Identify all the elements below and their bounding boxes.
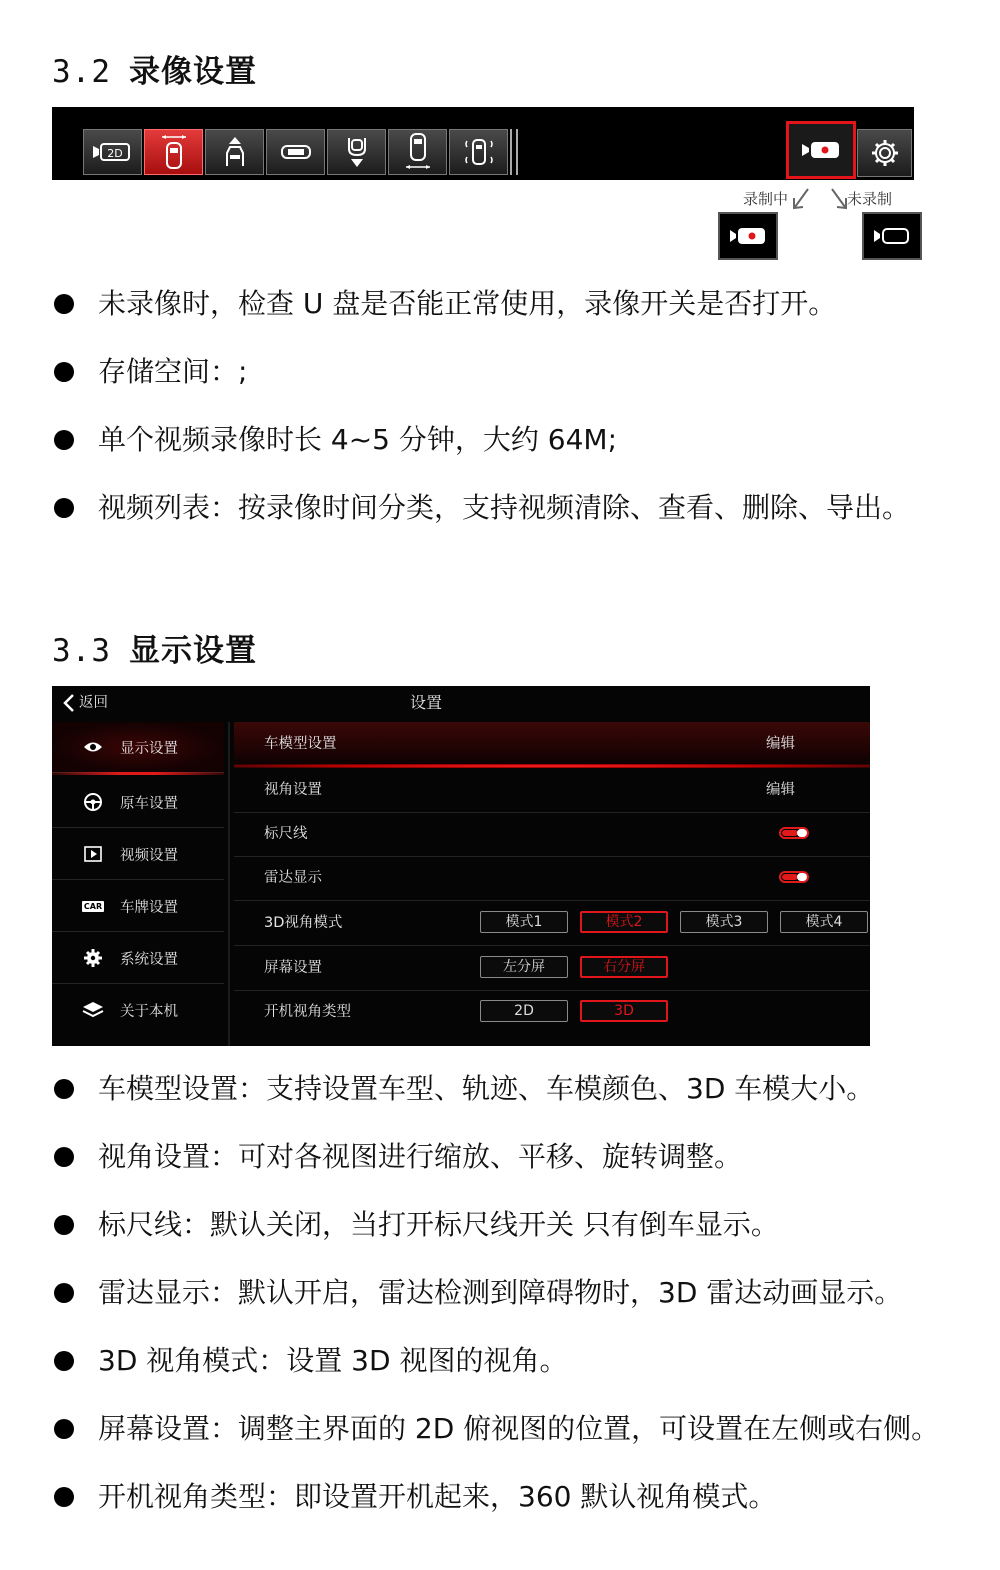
left-split-option[interactable]: 左分屏 bbox=[480, 956, 568, 978]
sidebar-item-label: 车牌设置 bbox=[120, 899, 178, 916]
sidebar-item-label: 原车设置 bbox=[120, 795, 178, 812]
camera-idle-icon bbox=[872, 225, 912, 247]
mode-1-option[interactable]: 模式1 bbox=[480, 911, 568, 933]
sidebar-item-display[interactable] bbox=[52, 722, 224, 773]
car-model-edit-link[interactable]: 编辑 bbox=[766, 736, 795, 752]
2d-view-button[interactable] bbox=[83, 129, 142, 175]
eye-icon bbox=[82, 740, 104, 754]
recording-label: 录制中 bbox=[743, 190, 789, 208]
mode-4-option[interactable]: 模式4 bbox=[780, 911, 868, 933]
list-item: 3D 视角模式：设置 3D 视图的视角。 bbox=[52, 1327, 982, 1395]
sidebar-item-vehicle[interactable] bbox=[52, 777, 224, 828]
car-side-button[interactable] bbox=[266, 129, 325, 175]
sidebar-item-system[interactable] bbox=[52, 933, 224, 984]
row-3d-mode bbox=[234, 901, 870, 946]
settings-sidebar bbox=[52, 722, 224, 1046]
row-boot-view bbox=[234, 990, 870, 1034]
row-view-angle[interactable] bbox=[234, 768, 870, 813]
back-label: 返回 bbox=[79, 695, 108, 711]
toolbar-edge bbox=[510, 129, 518, 175]
row-label: 3D视角模式 bbox=[264, 915, 343, 931]
list-item: 视频列表：按录像时间分类，支持视频清除、查看、删除、导出。 bbox=[52, 474, 982, 542]
car-track-button[interactable] bbox=[327, 129, 386, 175]
row-label: 视角设置 bbox=[264, 782, 322, 798]
car-plate-icon bbox=[82, 901, 104, 912]
list-item: 车模型设置：支持设置车型、轨迹、车模颜色、3D 车模大小。 bbox=[52, 1055, 982, 1123]
sidebar-active-underline bbox=[52, 772, 224, 775]
not-recording-label: 未录制 bbox=[847, 190, 893, 208]
view-angle-edit-link[interactable]: 编辑 bbox=[766, 782, 795, 798]
row-label: 开机视角类型 bbox=[264, 1004, 351, 1020]
2d-view-text: 2D bbox=[106, 147, 123, 160]
car-width-icon bbox=[159, 133, 189, 171]
row-label: 屏幕设置 bbox=[264, 960, 322, 976]
steering-wheel-icon bbox=[82, 792, 104, 812]
right-split-option[interactable]: 右分屏 bbox=[580, 956, 668, 978]
car-track-icon bbox=[343, 135, 371, 169]
not-recording-state-icon-box bbox=[862, 212, 922, 260]
sidebar-item-video[interactable] bbox=[52, 829, 224, 880]
list-item: 存储空间：; bbox=[52, 338, 982, 406]
sidebar-item-about[interactable] bbox=[52, 985, 224, 1035]
view-toolbar bbox=[52, 107, 914, 180]
row-screen bbox=[234, 946, 870, 991]
list-item: 雷达显示：默认开启，雷达检测到障碍物时，3D 雷达动画显示。 bbox=[52, 1259, 982, 1327]
list-item: 标尺线：默认关闭，当打开标尺线开关 只有倒车显示。 bbox=[52, 1191, 982, 1259]
row-car-model[interactable] bbox=[234, 722, 870, 766]
arrow-down-left-icon bbox=[790, 186, 812, 212]
sidebar-item-label: 系统设置 bbox=[120, 951, 178, 968]
car-side-icon bbox=[279, 142, 313, 162]
row-label: 车模型设置 bbox=[264, 736, 337, 752]
car-front-icon bbox=[220, 135, 250, 169]
car-length-button[interactable] bbox=[388, 129, 447, 175]
gear-icon bbox=[870, 138, 900, 168]
row-label: 标尺线 bbox=[264, 826, 308, 842]
mode-3-option[interactable]: 模式3 bbox=[680, 911, 768, 933]
section-heading-display: 3.3 显示设置 bbox=[52, 633, 257, 669]
settings-button[interactable] bbox=[857, 129, 912, 177]
boot-2d-option[interactable]: 2D bbox=[480, 1000, 568, 1022]
car-plate-icon-text: CAR bbox=[83, 901, 103, 911]
car-radar-button[interactable] bbox=[449, 129, 508, 175]
sidebar-item-plate[interactable] bbox=[52, 881, 224, 932]
recording-bullet-list bbox=[52, 270, 982, 542]
list-item: 单个视频录像时长 4~5 分钟，大约 64M; bbox=[52, 406, 982, 474]
car-radar-icon bbox=[463, 135, 495, 169]
radar-toggle[interactable] bbox=[779, 871, 809, 883]
row-ruler bbox=[234, 812, 870, 857]
sidebar-divider bbox=[228, 722, 230, 1046]
list-item: 未录像时，检查 U 盘是否能正常使用，录像开关是否打开。 bbox=[52, 270, 982, 338]
list-item: 屏幕设置：调整主界面的 2D 俯视图的位置，可设置在左侧或右侧。 bbox=[52, 1395, 982, 1463]
layers-icon bbox=[82, 1001, 104, 1019]
section-heading-recording: 3.2 录像设置 bbox=[52, 54, 257, 90]
record-button[interactable] bbox=[786, 121, 856, 179]
row-radar bbox=[234, 856, 870, 901]
list-item: 开机视角类型：即设置开机起来，360 默认视角模式。 bbox=[52, 1463, 982, 1531]
recording-state-icon-box bbox=[718, 212, 778, 260]
car-top-length-icon bbox=[403, 132, 433, 172]
sidebar-item-label: 视频设置 bbox=[120, 847, 178, 864]
camera-record-icon bbox=[800, 139, 842, 161]
gear-icon bbox=[82, 948, 104, 968]
row-label: 雷达显示 bbox=[264, 870, 322, 886]
list-item: 视角设置：可对各视图进行缩放、平移、旋转调整。 bbox=[52, 1123, 982, 1191]
sidebar-item-label: 关于本机 bbox=[120, 1003, 178, 1020]
car-front-button[interactable] bbox=[205, 129, 264, 175]
display-bullet-list bbox=[52, 1055, 982, 1531]
2d-view-icon bbox=[91, 141, 135, 163]
settings-panel bbox=[52, 686, 870, 1046]
mode-2-option[interactable]: 模式2 bbox=[580, 911, 668, 933]
car-width-button[interactable] bbox=[144, 129, 203, 175]
boot-3d-option[interactable]: 3D bbox=[580, 1000, 668, 1022]
play-icon bbox=[82, 846, 104, 862]
panel-title: 设置 bbox=[409, 693, 442, 712]
ruler-toggle[interactable] bbox=[779, 827, 809, 839]
camera-recording-icon bbox=[728, 225, 768, 247]
sidebar-item-label: 显示设置 bbox=[120, 740, 178, 757]
